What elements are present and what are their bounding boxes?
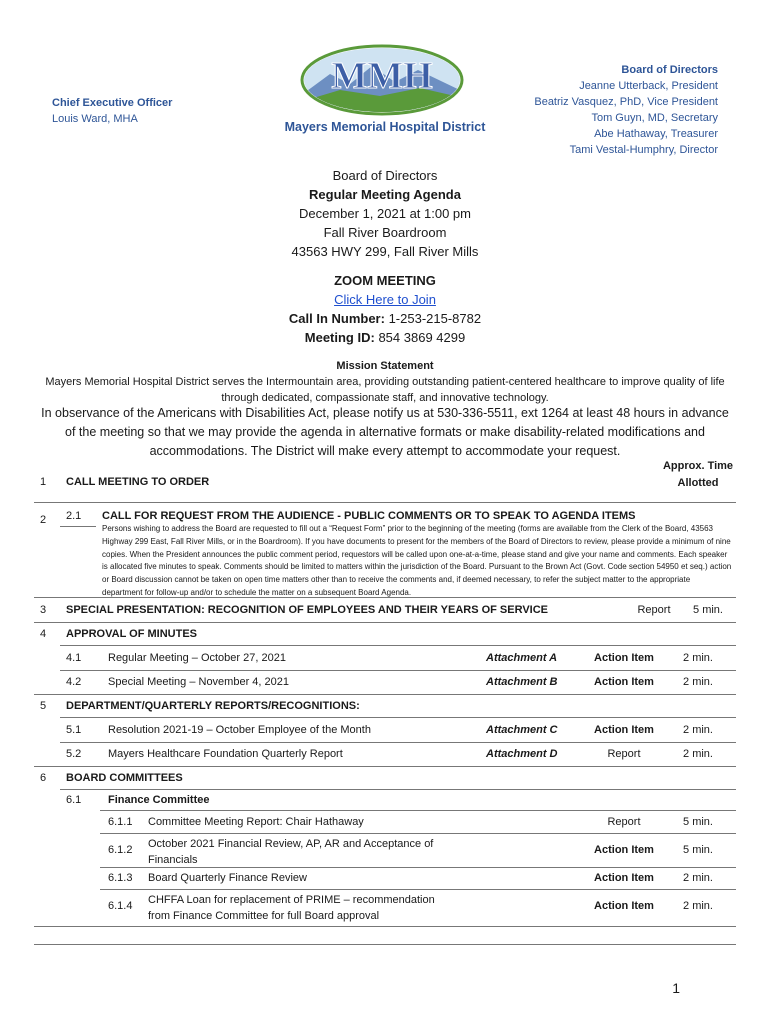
- item-title: BOARD COMMITTEES: [66, 772, 183, 784]
- time-header: Approx. Time Allotted: [662, 460, 734, 489]
- subitem-number: 2.1: [66, 510, 82, 522]
- meeting-room: Fall River Boardroom: [323, 225, 447, 240]
- item-title: APPROVAL OF MINUTES: [66, 628, 197, 640]
- item-number: 6: [40, 772, 47, 784]
- mission-title: Mission Statement: [336, 360, 434, 372]
- call-in-number: 1-253-215-8782: [388, 311, 482, 326]
- item-action: Report: [637, 604, 671, 616]
- divider: [60, 645, 736, 646]
- ada-notice: In observance of the Americans with Disabilities Act, please notify us at 530-336-5511, ext 1264 at least 48 hours in advance of the meeting so that we may provide the agenda in alternative formats or make disability-related modifications and accommodations. The District will make every attempt to accommodate your request.: [41, 406, 729, 458]
- item-time: 2 min.: [683, 872, 713, 884]
- item-time: 5 min.: [683, 816, 713, 828]
- divider: [60, 789, 736, 790]
- item-time: 2 min.: [683, 652, 713, 664]
- item-number: 2: [40, 514, 47, 526]
- meeting-id-line: [0, 328, 770, 347]
- item-title: SPECIAL PRESENTATION: RECOGNITION OF EMPLOYEES AND THEIR YEARS OF SERVICE: [66, 604, 549, 616]
- item-title: Resolution 2021-19 – October Employee of the Month: [108, 724, 371, 736]
- meeting-board: Board of Directors: [332, 168, 438, 183]
- board-member: Jeanne Utterback, President: [579, 80, 718, 92]
- item-number: 4.2: [66, 676, 82, 688]
- meeting-title: Regular Meeting Agenda: [309, 187, 461, 202]
- item-number: 3: [40, 604, 47, 616]
- item-time: 2 min.: [683, 748, 713, 760]
- zoom-title: ZOOM MEETING: [334, 273, 436, 288]
- ceo-role: Chief Executive Officer: [52, 97, 173, 109]
- meeting-id-label: Meeting ID:: [304, 330, 375, 345]
- divider: [100, 810, 736, 811]
- divider: [60, 526, 96, 527]
- divider: [34, 926, 736, 927]
- board-member: Tami Vestal-Humphry, Director: [569, 144, 718, 156]
- item-action: Action Item: [594, 724, 654, 736]
- item-title: Board Quarterly Finance Review: [148, 872, 307, 884]
- item-attachment: Attachment D: [486, 748, 558, 760]
- item-action: Report: [607, 816, 641, 828]
- public-comment-text: Persons wishing to address the Board are requested to fill out a “Request Form” prior to the beginning of the meeting (forms are available from the Clerk of the Board, 43563 Highway 299 East, Fall River Mills, or in the Boardroom). If you have documents to present for the members of the Board of Directors to review, please provide a minimum of nine copies. When the President announces the public comment period, requestors will be called upon one-at-a-time, please stand and give your name and comments. Each speaker is allocated five minutes to speak. Comments should be limited to matters within the jurisdiction of the Board. Pursuant to the Brown Act (Govt. Code section 54950 et seq.) action or Board discussion cannot be taken on open time matters other than to receive the comments and, if deemed necessary, to refer the subject matter to the appropriate department for follow-up and/or to schedule the matter on a subsequent Board Agenda.: [102, 524, 732, 597]
- item-title: Mayers Healthcare Foundation Quarterly Report: [108, 748, 343, 760]
- board-member: Tom Guyn, MD, Secretary: [591, 112, 718, 124]
- item-time: 2 min.: [683, 676, 713, 688]
- item-attachment: Attachment A: [486, 652, 558, 664]
- divider: [34, 597, 736, 598]
- item-number: 6.1.4: [108, 900, 133, 912]
- meeting-date: December 1, 2021 at 1:00 pm: [299, 206, 471, 221]
- mmh-logo: [300, 44, 464, 116]
- ceo-name: Louis Ward, MHA: [52, 113, 138, 125]
- item-time: 2 min.: [683, 724, 713, 736]
- meeting-address: 43563 HWY 299, Fall River Mills: [291, 244, 479, 259]
- zoom-join-link[interactable]: Click Here to Join: [334, 292, 436, 307]
- item-attachment: Attachment C: [486, 724, 558, 736]
- divider: [60, 717, 736, 718]
- agenda-item-6-1-2: [34, 836, 736, 870]
- item-title: DEPARTMENT/QUARTERLY REPORTS/RECOGNITIONS:: [66, 700, 360, 712]
- board-member: Beatriz Vasquez, PhD, Vice President: [534, 96, 718, 108]
- item-title: CHFFA Loan for replacement of PRIME – recommendation from Finance Committee for full Board approval: [148, 894, 435, 922]
- item-title: Finance Committee: [108, 794, 210, 806]
- divider: [34, 944, 736, 945]
- divider: [100, 867, 736, 868]
- meeting-info: [0, 166, 770, 347]
- item-title: CALL FOR REQUEST FROM THE AUDIENCE - PUBLIC COMMENTS OR TO SPEAK TO AGENDA ITEMS: [102, 510, 636, 522]
- item-title: Special Meeting – November 4, 2021: [108, 676, 289, 688]
- page-number: 1: [672, 980, 680, 996]
- board-title: Board of Directors: [621, 64, 718, 76]
- item-action: Action Item: [594, 900, 654, 912]
- item-action: Action Item: [594, 652, 654, 664]
- ceo-block: [52, 95, 172, 127]
- item-title: October 2021 Financial Review, AP, AR and Acceptance of Financials: [148, 838, 434, 866]
- item-time: 5 min.: [683, 844, 713, 856]
- item-number: 6.1: [66, 794, 82, 806]
- divider: [60, 742, 736, 743]
- divider: [100, 889, 736, 890]
- call-in-line: [0, 309, 770, 328]
- divider: [34, 502, 736, 503]
- item-action: Report: [607, 748, 641, 760]
- meeting-id-value: 854 3869 4299: [378, 330, 466, 345]
- item-action: Action Item: [594, 872, 654, 884]
- item-number: 1: [40, 476, 47, 488]
- agenda-item-6-1-4: [34, 892, 736, 926]
- mission-block: [40, 358, 730, 406]
- divider: [34, 766, 736, 767]
- item-title: Committee Meeting Report: Chair Hathaway: [148, 816, 364, 828]
- board-block: [534, 62, 718, 158]
- district-name: Mayers Memorial Hospital District: [284, 120, 486, 134]
- logo-text: MMH: [331, 55, 433, 97]
- item-number: 5.1: [66, 724, 82, 736]
- divider: [100, 833, 736, 834]
- divider: [34, 694, 736, 695]
- item-title: CALL MEETING TO ORDER: [66, 476, 210, 488]
- item-time: 2 min.: [683, 900, 713, 912]
- item-action: Action Item: [594, 676, 654, 688]
- item-attachment: Attachment B: [486, 676, 558, 688]
- item-action: Action Item: [594, 844, 654, 856]
- item-number: 4.1: [66, 652, 82, 664]
- item-number: 6.1.3: [108, 872, 133, 884]
- item-number: 6.1.1: [108, 816, 133, 828]
- item-number: 5.2: [66, 748, 82, 760]
- divider: [34, 622, 736, 623]
- mission-text: Mayers Memorial Hospital District serves the Intermountain area, providing outstanding patient-centered healthcare to improve quality of life through dedicated, compassionate staff, and innovative technology.: [45, 376, 725, 404]
- board-member: Abe Hathaway, Treasurer: [594, 128, 718, 140]
- item-number: 4: [40, 628, 47, 640]
- call-in-label: Call In Number:: [288, 311, 385, 326]
- item-title: Regular Meeting – October 27, 2021: [108, 652, 286, 664]
- item-number: 5: [40, 700, 47, 712]
- item-number: 6.1.2: [108, 844, 133, 856]
- item-time: 5 min.: [693, 604, 723, 616]
- divider: [60, 670, 736, 671]
